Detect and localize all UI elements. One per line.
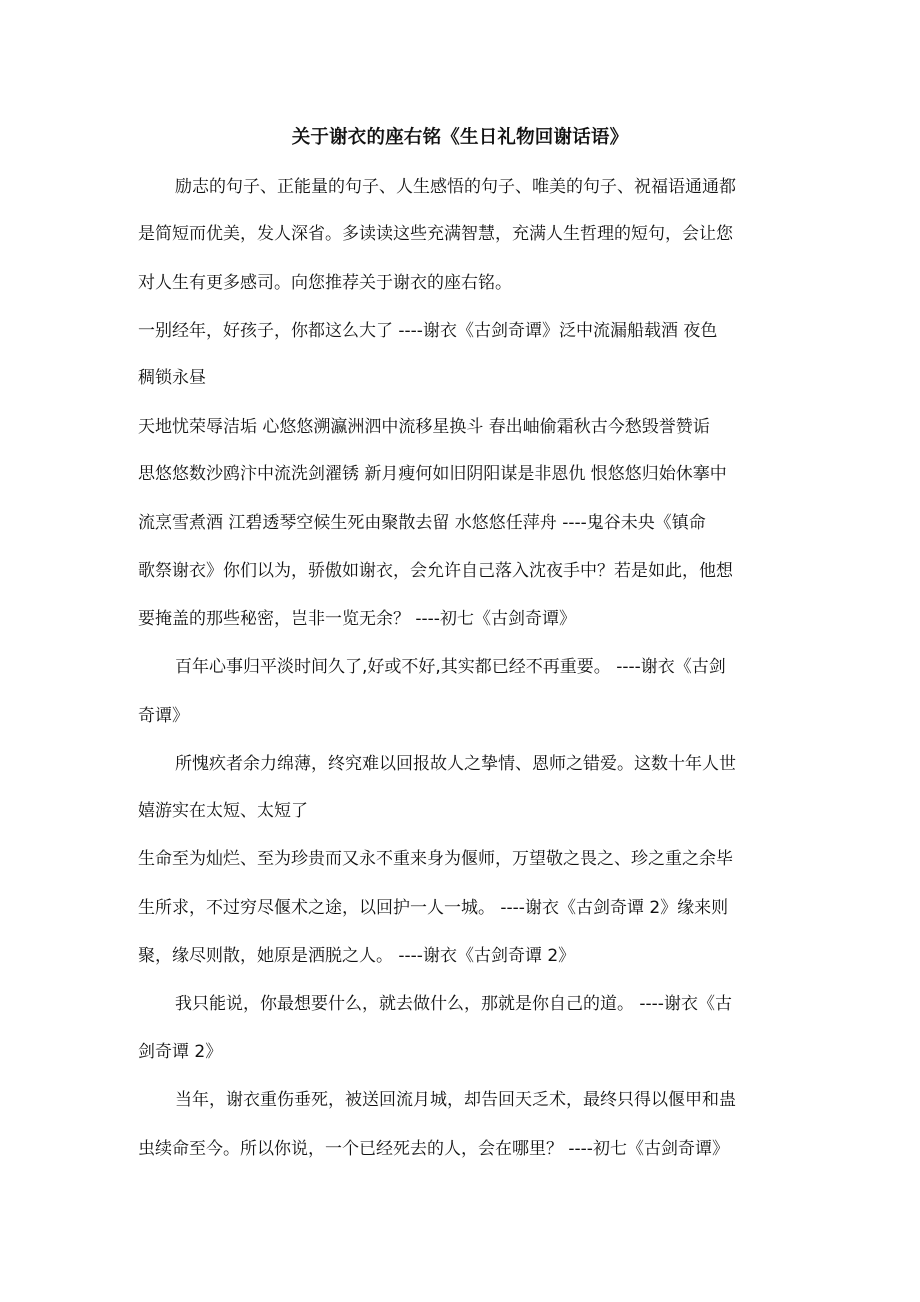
text-line: 歌祭谢衣》你们以为，骄傲如谢衣，会允许自己落入沈夜手中？若是如此，他想 [138,561,733,581]
text-line: 嬉游实在太短、太短了 [138,801,308,821]
text-line: 生命至为灿烂、至为珍贵而又永不重来身为偃师，万望敬之畏之、珍之重之余毕 [138,849,733,869]
text-line: 天地忧荣辱洁垢 心悠悠溯瀛洲泗中流移星换斗 春出岫偷霜秋古今愁毁誉赞诟 [138,417,710,437]
text-line: 我只能说，你最想要什么，就去做什么，那就是你自己的道。 ----谢衣《古 [175,994,732,1014]
text-line: 剑奇谭 2》 [138,1042,223,1062]
text-line: 励志的句子、正能量的句子、人生感悟的句子、唯美的句子、祝福语通通都 [175,177,736,197]
text-line: 虫续命至今。所以你说，一个已经死去的人，会在哪里？ ----初七《古剑奇谭》 [138,1139,729,1159]
text-line: 一别经年，好孩子，你都这么大了 ----谢衣《古剑奇谭》泛中流漏船载酒 夜色 [138,321,718,341]
document-title: 关于谢衣的座右铭《生日礼物回谢话语》 [291,127,629,148]
text-line: 生所求，不过穷尽偃术之途，以回护一人一城。 ----谢衣《古剑奇谭 2》缘来则 [138,898,729,918]
text-line: 流烹雪煮酒 江碧透琴空候生死由聚散去留 水悠悠任萍舟 ----鬼谷未央《镇命 [138,513,706,533]
text-line: 稠锁永昼 [138,368,206,388]
text-line: 是简短而优美，发人深省。多读读这些充满智慧，充满人生哲理的短句，会让您 [138,224,733,244]
text-line: 所愧疚者余力绵薄，终究难以回报故人之挚情、恩师之错爱。这数十年人世 [175,754,736,774]
text-line: 对人生有更多感司。向您推荐关于谢衣的座右铭。 [138,273,512,293]
text-line: 当年，谢衣重伤垂死，被送回流月城，却告回天乏术，最终只得以偃甲和蛊 [175,1090,736,1110]
text-line: 奇谭》 [138,706,189,726]
text-line: 思悠悠数沙鸥汴中流洗剑濯锈 新月瘦何如旧阴阳谋是非恩仇 恨悠悠归始休搴中 [138,464,727,484]
text-line: 百年心事归平淡时间久了,好或不好,其实都已经不再重要。 ----谢衣《古剑 [175,657,726,677]
text-line: 要掩盖的那些秘密，岂非一览无余？ ----初七《古剑奇谭》 [138,609,576,629]
text-line: 聚，缘尽则散，她原是洒脱之人。 ----谢衣《古剑奇谭 2》 [138,946,576,966]
